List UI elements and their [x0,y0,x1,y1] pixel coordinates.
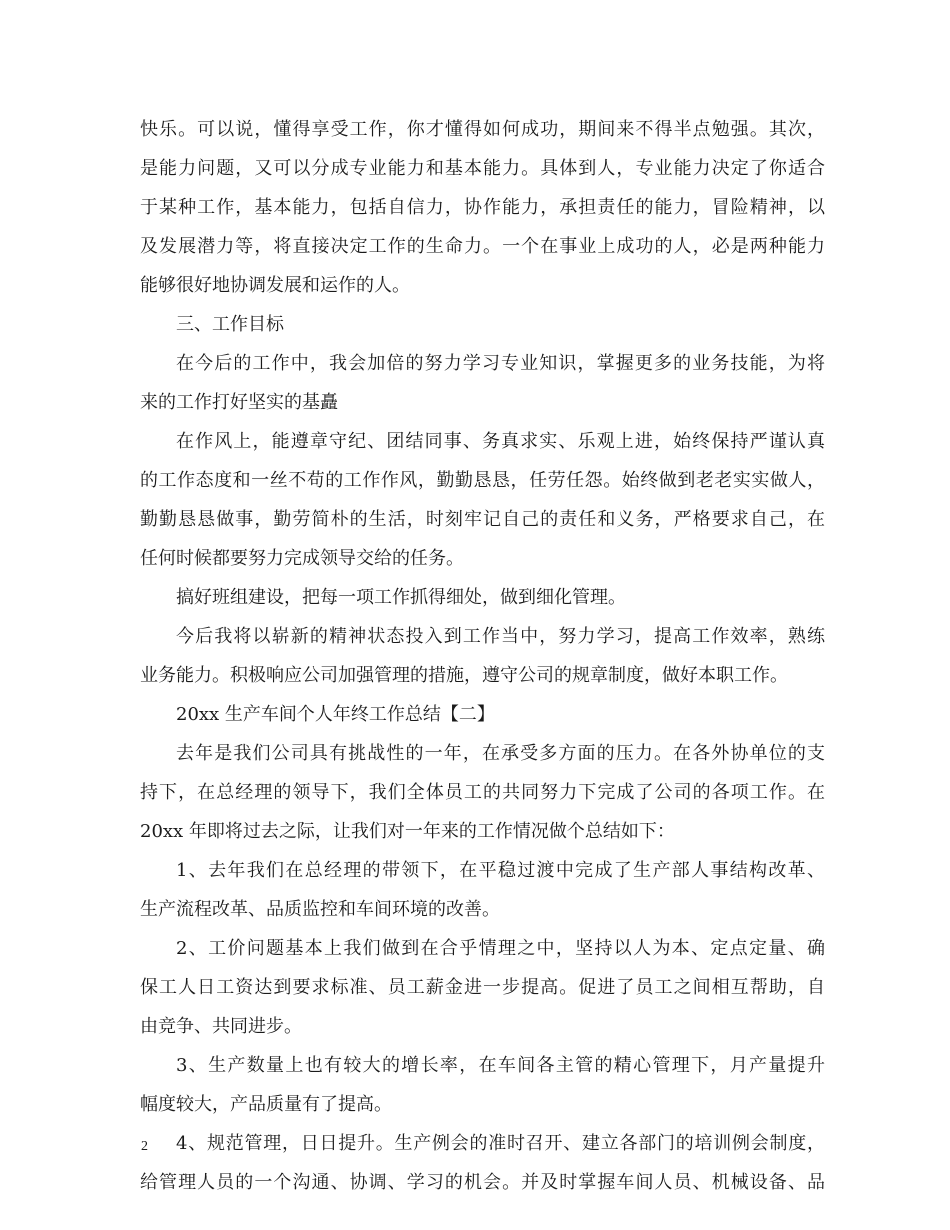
text-line: 由竞争、共同进步。 [140,1016,302,1037]
text-line: 快乐。可以说，懂得享受工作，你才懂得如何成功，期间来不得半点勉强。其次， [140,119,825,140]
document-body [140,110,825,1202]
text-line: 20xx 生产车间个人年终工作总结【二】 [176,704,495,725]
text-line: 及发展潜力等，将直接决定工作的生命力。一个在事业上成功的人，必是两种能力 [140,236,825,257]
text-line: 幅度较大，产品质量有了提高。 [140,1094,392,1115]
text-line: 给管理人员的一个沟通、协调、学习的机会。并及时掌握车间人员、机械设备、品 [140,1172,825,1193]
text-line: 任何时候都要努力完成领导交给的任务。 [140,548,464,569]
text-line: 三、工作目标 [176,314,284,335]
text-line: 保工人日工资达到要求标准、员工薪金进一步提高。促进了员工之间相互帮助，自 [140,977,825,998]
page-number: 2 [141,1139,148,1154]
text-line: 20xx 年即将过去之际，让我们对一年来的工作情况做个总结如下： [140,821,675,842]
text-line: 1、去年我们在总经理的带领下，在平稳过渡中完成了生产部人事结构改革、 [176,860,825,881]
text-line: 生产流程改革、品质监控和车间环境的改善。 [140,899,500,920]
text-line: 搞好班组建设，把每一项工作抓得细处，做到细化管理。 [176,587,626,608]
text-line: 4、规范管理，日日提升。生产例会的准时召开、建立各部门的培训例会制度， [176,1133,825,1154]
text-line: 于某种工作，基本能力，包括自信力，协作能力，承担责任的能力，冒险精神，以 [140,197,825,218]
text-line: 是能力问题，又可以分成专业能力和基本能力。具体到人，专业能力决定了你适合 [140,158,825,179]
text-line: 来的工作打好坚实的基矗 [140,392,338,413]
text-line: 持下，在总经理的领导下，我们全体员工的共同努力下完成了公司的各项工作。在 [140,782,825,803]
text-line: 勤勤恳恳做事，勤劳简朴的生活，时刻牢记自己的责任和义务，严格要求自己，在 [140,509,825,530]
text-line: 能够很好地协调发展和运作的人。 [140,275,410,296]
text-line: 业务能力。积极响应公司加强管理的措施，遵守公司的规章制度，做好本职工作。 [140,665,788,686]
text-line: 2、工价问题基本上我们做到在合乎情理之中，坚持以人为本、定点定量、确 [176,938,825,959]
text-line: 去年是我们公司具有挑战性的一年，在承受多方面的压力。在各外协单位的支 [176,743,825,764]
text-line: 的工作态度和一丝不苟的工作作风，勤勤恳恳，任劳任怨。始终做到老老实实做人， [140,470,825,491]
text-line: 今后我将以崭新的精神状态投入到工作当中，努力学习，提高工作效率，熟练 [176,626,825,647]
text-line: 在作风上，能遵章守纪、团结同事、务真求实、乐观上进，始终保持严谨认真 [176,431,825,452]
text-line: 在今后的工作中，我会加倍的努力学习专业知识，掌握更多的业务技能，为将 [176,353,825,374]
text-line: 3、生产数量上也有较大的增长率，在车间各主管的精心管理下，月产量提升 [176,1055,825,1076]
